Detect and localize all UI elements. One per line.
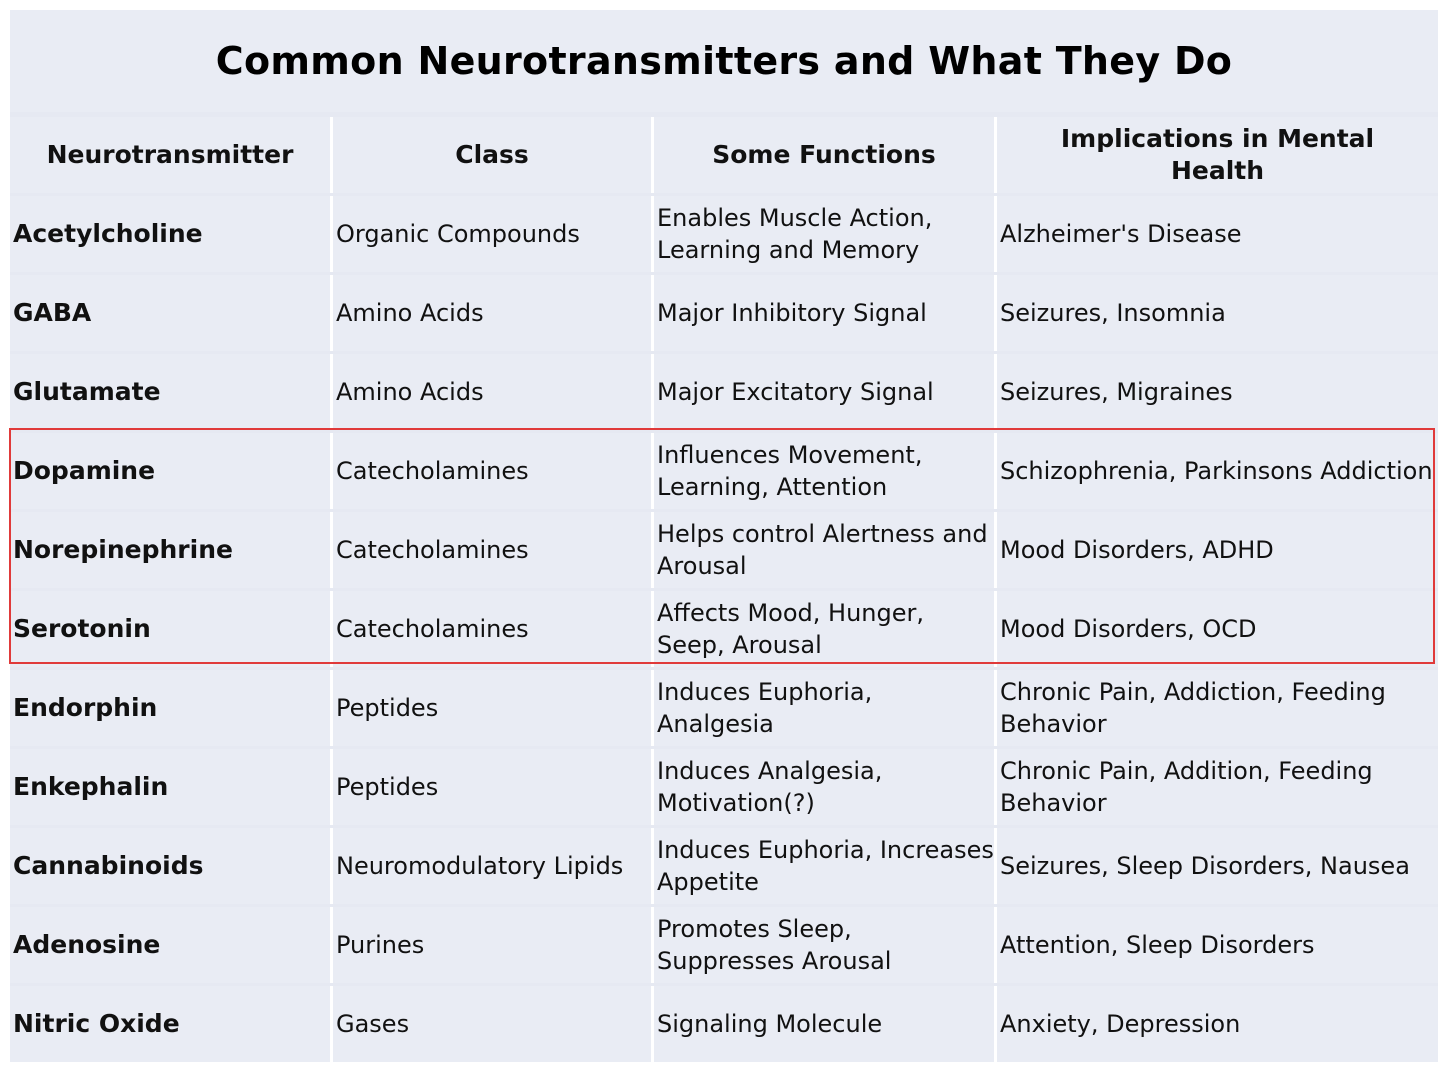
cell-functions: Affects Mood, Hunger, Seep, Arousal — [654, 591, 997, 667]
table-row — [10, 512, 1438, 588]
cell-functions: Helps control Alertness and Arousal — [654, 512, 997, 588]
cell-class: Catecholamines — [333, 591, 654, 667]
cell-functions: Influences Movement, Learning, Attention — [654, 433, 997, 509]
cell-implications: Mood Disorders, OCD — [997, 591, 1438, 667]
table-row — [10, 907, 1438, 983]
cell-implications: Seizures, Migraines — [997, 354, 1438, 430]
table-title: Common Neurotransmitters and What They Do — [10, 10, 1438, 112]
table-frame — [10, 10, 1438, 1062]
cell-name: Serotonin — [10, 591, 333, 667]
cell-functions: Induces Euphoria, Increases Appetite — [654, 828, 997, 904]
cell-functions: Induces Euphoria, Analgesia — [654, 670, 997, 746]
cell-implications: Alzheimer's Disease — [997, 196, 1438, 272]
table-row — [10, 749, 1438, 825]
cell-name: Norepinephrine — [10, 512, 333, 588]
header-implications: Implications in Mental Health — [997, 117, 1438, 193]
cell-implications: Attention, Sleep Disorders — [997, 907, 1438, 983]
cell-name: Cannabinoids — [10, 828, 333, 904]
cell-functions: Signaling Molecule — [654, 986, 997, 1062]
table-row — [10, 828, 1438, 904]
cell-implications: Seizures, Insomnia — [997, 275, 1438, 351]
header-neurotransmitter: Neurotransmitter — [10, 117, 333, 193]
table-row — [10, 275, 1438, 351]
table-row — [10, 591, 1438, 667]
cell-functions: Enables Muscle Action, Learning and Memory — [654, 196, 997, 272]
table-row — [10, 670, 1438, 746]
cell-name: GABA — [10, 275, 333, 351]
cell-implications: Seizures, Sleep Disorders, Nausea — [997, 828, 1438, 904]
cell-name: Acetylcholine — [10, 196, 333, 272]
cell-name: Dopamine — [10, 433, 333, 509]
cell-class: Neuromodulatory Lipids — [333, 828, 654, 904]
header-row — [10, 117, 1438, 193]
header-functions: Some Functions — [654, 117, 997, 193]
cell-implications: Chronic Pain, Addition, Feeding Behavior — [997, 749, 1438, 825]
cell-name: Glutamate — [10, 354, 333, 430]
cell-name: Endorphin — [10, 670, 333, 746]
cell-name: Nitric Oxide — [10, 986, 333, 1062]
table-row — [10, 354, 1438, 430]
cell-implications: Schizophrenia, Parkinsons Addiction — [997, 433, 1438, 509]
cell-implications: Mood Disorders, ADHD — [997, 512, 1438, 588]
cell-functions: Induces Analgesia, Motivation(?) — [654, 749, 997, 825]
cell-class: Amino Acids — [333, 354, 654, 430]
cell-name: Adenosine — [10, 907, 333, 983]
neurotransmitter-table — [10, 114, 1438, 1065]
cell-class: Organic Compounds — [333, 196, 654, 272]
cell-class: Peptides — [333, 670, 654, 746]
cell-class: Gases — [333, 986, 654, 1062]
cell-class: Peptides — [333, 749, 654, 825]
header-class: Class — [333, 117, 654, 193]
cell-class: Catecholamines — [333, 433, 654, 509]
cell-implications: Anxiety, Depression — [997, 986, 1438, 1062]
cell-name: Enkephalin — [10, 749, 333, 825]
cell-class: Amino Acids — [333, 275, 654, 351]
cell-functions: Major Inhibitory Signal — [654, 275, 997, 351]
cell-implications: Chronic Pain, Addiction, Feeding Behavior — [997, 670, 1438, 746]
cell-class: Purines — [333, 907, 654, 983]
table-row — [10, 433, 1438, 509]
cell-class: Catecholamines — [333, 512, 654, 588]
table-row — [10, 986, 1438, 1062]
table-row — [10, 196, 1438, 272]
cell-functions: Major Excitatory Signal — [654, 354, 997, 430]
cell-functions: Promotes Sleep, Suppresses Arousal — [654, 907, 997, 983]
